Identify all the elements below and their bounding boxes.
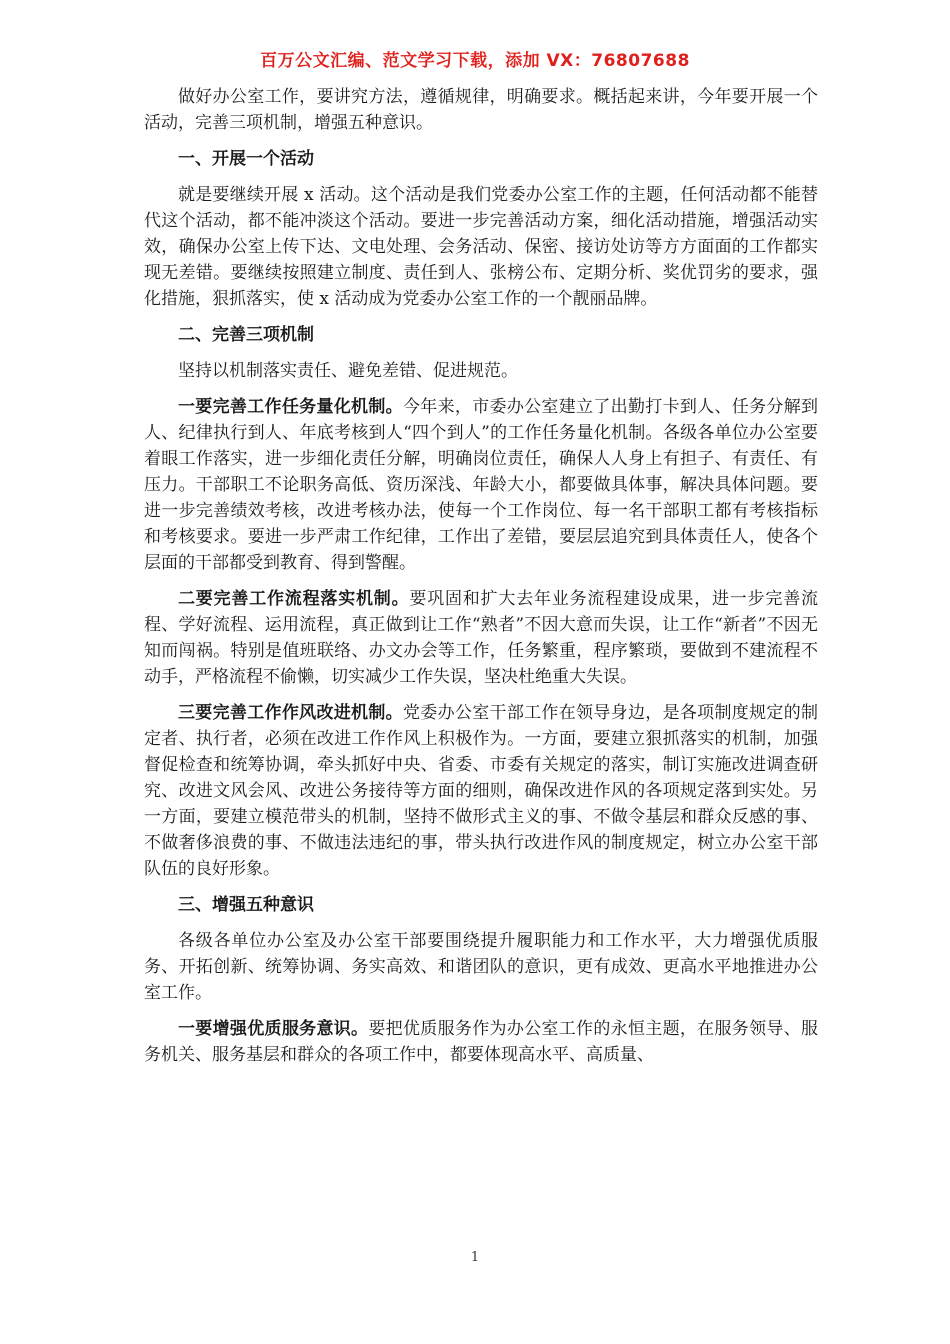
item-lead: 三要完善工作作风改进机制。 — [178, 703, 403, 723]
section3-item-1 — [144, 1016, 818, 1068]
item-text: 要巩固和扩大去年业务流程建设成果，进一步完善流程、学好流程、运用流程，真正做到让工作“熟者”不因大意而失误，让工作“新者”不因无知而闯祸。特别是值班联络、办文办会等工作，任务繁重，程序繁琐，要做到不建流程不动手，严格流程不偷懒，切实减少工作失误，坚决杜绝重大失误。 — [144, 589, 819, 687]
item-text: 要把优质服务作为办公室工作的永恒主题，在服务领导、服务机关、服务基层和群众的各项工作中，都要体现高水平、高质量、 — [144, 1019, 819, 1065]
section1-paragraph: 就是要继续开展 x 活动。这个活动是我们党委办公室工作的主题，任何活动都不能替代这个活动，都不能冲淡这个活动。要进一步完善活动方案，细化活动措施，增强活动实效，确保办公室上传下达、文电处理、会务活动、保密、接访处访等方方面面的工作都实现无差错。要继续按照建立制度、责任到人、张榜公布、定期分析、奖优罚劣的要求，强化措施，狠抓落实，使 x 活动成为党委办公室工作的一个靓丽品牌。 — [144, 185, 818, 309]
section-heading-1: 一、开展一个活动 — [178, 149, 314, 169]
section2-intro: 坚持以机制落实责任、避免差错、促进规范。 — [178, 361, 518, 381]
section-heading-2: 二、完善三项机制 — [178, 325, 314, 345]
section-heading-3: 三、增强五种意识 — [178, 895, 314, 915]
promo-banner: 百万公文汇编、范文学习下载，添加 VX：76807688 — [260, 51, 690, 71]
intro-paragraph: 做好办公室工作，要讲究方法，遵循规律，明确要求。概括起来讲，今年要开展一个活动，完善三项机制，增强五种意识。 — [144, 87, 818, 133]
document-body — [144, 84, 818, 1068]
section2-item-3 — [144, 700, 818, 882]
page-number: 1 — [470, 1250, 480, 1265]
item-lead: 一要完善工作任务量化机制。 — [178, 397, 403, 417]
item-text: 党委办公室干部工作在领导身边，是各项制度规定的制定者、执行者，必须在改进工作作风上积极作为。一方面，要建立狠抓落实的机制，加强督促检查和统筹协调，牵头抓好中央、省委、市委有关规定的落实，制订实施改进调查研究、改进文风会风、改进公务接待等方面的细则，确保改进作风的各项规定落到实处。另一方面，要建立模范带头的机制，坚持不做形式主义的事、不做令基层和群众反感的事、不做奢侈浪费的事、不做违法违纪的事，带头执行改进作风的制度规定，树立办公室干部队伍的良好形象。 — [144, 703, 819, 879]
section2-item-1 — [144, 394, 818, 576]
item-lead: 二要完善工作流程落实机制。 — [178, 589, 410, 609]
item-lead: 一要增强优质服务意识。 — [178, 1019, 369, 1039]
item-text: 今年来，市委办公室建立了出勤打卡到人、任务分解到人、纪律执行到人、年底考核到人“四个到人”的工作任务量化机制。各级各单位办公室要着眼工作落实，进一步细化责任分解，明确岗位责任，确保人人身上有担子、有责任、有压力。干部职工不论职务高低、资历深浅、年龄大小，都要做具体事，解决具体问题。要进一步完善绩效考核，改进考核办法，使每一个工作岗位、每一名干部职工都有考核指标和考核要求。要进一步严肃工作纪律，工作出了差错，要层层追究到具体责任人，使各个层面的干部都受到教育、得到警醒。 — [144, 397, 819, 573]
section2-item-2 — [144, 586, 818, 690]
section3-intro: 各级各单位办公室及办公室干部要围绕提升履职能力和工作水平，大力增强优质服务、开拓创新、统筹协调、务实高效、和谐团队的意识，更有成效、更高水平地推进办公室工作。 — [144, 931, 818, 1003]
